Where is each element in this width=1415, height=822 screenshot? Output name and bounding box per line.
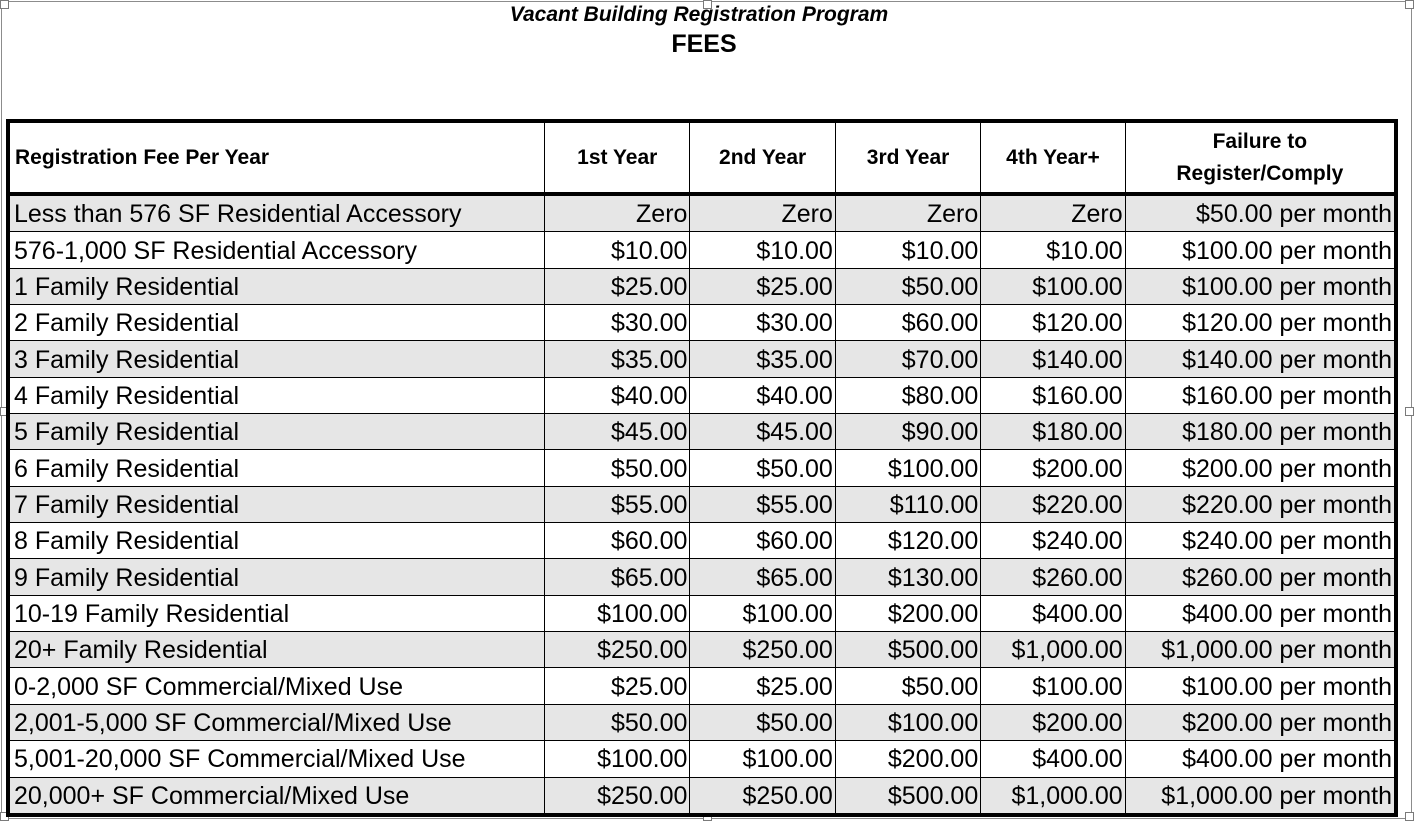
fee-4th-year-plus-cell: $100.00 bbox=[981, 668, 1125, 704]
fee-2nd-year-cell: $10.00 bbox=[690, 232, 835, 268]
fee-1st-year-cell: $35.00 bbox=[545, 341, 690, 377]
failure-fee-cell: $1,000.00 per month bbox=[1125, 777, 1396, 815]
building-type-cell: 7 Family Residential bbox=[8, 486, 545, 522]
failure-fee-cell: $400.00 per month bbox=[1125, 741, 1396, 777]
fee-4th-year-plus-cell: $400.00 bbox=[981, 595, 1125, 631]
failure-fee-cell: $100.00 per month bbox=[1125, 232, 1396, 268]
fee-table bbox=[6, 119, 1398, 817]
fee-4th-year-plus-cell: $1,000.00 bbox=[981, 777, 1125, 815]
resize-handle-middle-right[interactable] bbox=[1405, 407, 1414, 416]
building-type-cell: 10-19 Family Residential bbox=[8, 595, 545, 631]
table-row bbox=[8, 668, 1396, 704]
fee-3rd-year-cell: $50.00 bbox=[835, 668, 980, 704]
building-type-cell: 5 Family Residential bbox=[8, 414, 545, 450]
fee-1st-year-cell: $100.00 bbox=[545, 741, 690, 777]
fee-2nd-year-cell: $25.00 bbox=[690, 668, 835, 704]
fee-3rd-year-cell: $120.00 bbox=[835, 523, 980, 559]
fee-2nd-year-cell: $30.00 bbox=[690, 305, 835, 341]
failure-fee-cell: $220.00 per month bbox=[1125, 486, 1396, 522]
fee-3rd-year-cell: $110.00 bbox=[835, 486, 980, 522]
fee-2nd-year-cell: $250.00 bbox=[690, 777, 835, 815]
fee-4th-year-plus-cell: $160.00 bbox=[981, 377, 1125, 413]
fee-2nd-year-cell: $100.00 bbox=[690, 741, 835, 777]
resize-handle-top-right[interactable] bbox=[1405, 0, 1414, 9]
fee-3rd-year-cell: $90.00 bbox=[835, 414, 980, 450]
failure-fee-cell: $260.00 per month bbox=[1125, 559, 1396, 595]
building-type-cell: 0-2,000 SF Commercial/Mixed Use bbox=[8, 668, 545, 704]
fee-1st-year-cell: $10.00 bbox=[545, 232, 690, 268]
fee-2nd-year-cell: $25.00 bbox=[690, 268, 835, 304]
header-failure-to-register: Failure to Register/Comply bbox=[1125, 121, 1396, 194]
header-3rd-year: 3rd Year bbox=[835, 121, 980, 194]
building-type-cell: 20,000+ SF Commercial/Mixed Use bbox=[8, 777, 545, 815]
failure-fee-cell: $200.00 per month bbox=[1125, 450, 1396, 486]
header-4th-year-plus: 4th Year+ bbox=[981, 121, 1125, 194]
fee-3rd-year-cell: $200.00 bbox=[835, 741, 980, 777]
failure-fee-cell: $160.00 per month bbox=[1125, 377, 1396, 413]
fee-3rd-year-cell: $80.00 bbox=[835, 377, 980, 413]
fee-table-body bbox=[8, 194, 1396, 815]
fee-3rd-year-cell: Zero bbox=[835, 194, 980, 232]
table-row bbox=[8, 194, 1396, 232]
header-row bbox=[8, 121, 1396, 194]
fee-2nd-year-cell: $50.00 bbox=[690, 450, 835, 486]
fee-4th-year-plus-cell: $220.00 bbox=[981, 486, 1125, 522]
document-title: Vacant Building Registration Program bbox=[509, 3, 889, 26]
building-type-cell: 2,001-5,000 SF Commercial/Mixed Use bbox=[8, 704, 545, 740]
fee-1st-year-cell: $25.00 bbox=[545, 268, 690, 304]
building-type-cell: 4 Family Residential bbox=[8, 377, 545, 413]
fee-1st-year-cell: $250.00 bbox=[545, 632, 690, 668]
header-2nd-year: 2nd Year bbox=[690, 121, 835, 194]
building-type-cell: 5,001-20,000 SF Commercial/Mixed Use bbox=[8, 741, 545, 777]
table-row bbox=[8, 777, 1396, 815]
fee-4th-year-plus-cell: $180.00 bbox=[981, 414, 1125, 450]
building-type-cell: 3 Family Residential bbox=[8, 341, 545, 377]
table-row bbox=[8, 232, 1396, 268]
fee-1st-year-cell: $40.00 bbox=[545, 377, 690, 413]
table-row bbox=[8, 305, 1396, 341]
fee-3rd-year-cell: $130.00 bbox=[835, 559, 980, 595]
building-type-cell: 6 Family Residential bbox=[8, 450, 545, 486]
fee-2nd-year-cell: $40.00 bbox=[690, 377, 835, 413]
fee-3rd-year-cell: $500.00 bbox=[835, 777, 980, 815]
header-registration-fee: Registration Fee Per Year bbox=[8, 121, 545, 194]
fee-2nd-year-cell: $60.00 bbox=[690, 523, 835, 559]
fee-3rd-year-cell: $10.00 bbox=[835, 232, 980, 268]
table-row bbox=[8, 341, 1396, 377]
building-type-cell: 2 Family Residential bbox=[8, 305, 545, 341]
building-type-cell: 1 Family Residential bbox=[8, 268, 545, 304]
fee-4th-year-plus-cell: $240.00 bbox=[981, 523, 1125, 559]
failure-fee-cell: $120.00 per month bbox=[1125, 305, 1396, 341]
fee-1st-year-cell: Zero bbox=[545, 194, 690, 232]
fee-2nd-year-cell: $250.00 bbox=[690, 632, 835, 668]
fee-4th-year-plus-cell: $10.00 bbox=[981, 232, 1125, 268]
resize-handle-bottom-right[interactable] bbox=[1405, 812, 1414, 821]
fee-1st-year-cell: $30.00 bbox=[545, 305, 690, 341]
fee-4th-year-plus-cell: $140.00 bbox=[981, 341, 1125, 377]
failure-fee-cell: $140.00 per month bbox=[1125, 341, 1396, 377]
fee-4th-year-plus-cell: $200.00 bbox=[981, 450, 1125, 486]
building-type-cell: 20+ Family Residential bbox=[8, 632, 545, 668]
fee-3rd-year-cell: $100.00 bbox=[835, 704, 980, 740]
building-type-cell: Less than 576 SF Residential Accessory bbox=[8, 194, 545, 232]
fee-2nd-year-cell: $50.00 bbox=[690, 704, 835, 740]
building-type-cell: 9 Family Residential bbox=[8, 559, 545, 595]
table-row bbox=[8, 523, 1396, 559]
table-row bbox=[8, 268, 1396, 304]
fee-4th-year-plus-cell: $400.00 bbox=[981, 741, 1125, 777]
fee-2nd-year-cell: Zero bbox=[690, 194, 835, 232]
table-row bbox=[8, 486, 1396, 522]
fee-1st-year-cell: $50.00 bbox=[545, 450, 690, 486]
building-type-cell: 8 Family Residential bbox=[8, 523, 545, 559]
failure-fee-cell: $50.00 per month bbox=[1125, 194, 1396, 232]
failure-fee-cell: $180.00 per month bbox=[1125, 414, 1396, 450]
table-row bbox=[8, 632, 1396, 668]
fee-1st-year-cell: $60.00 bbox=[545, 523, 690, 559]
table-row bbox=[8, 377, 1396, 413]
failure-fee-cell: $240.00 per month bbox=[1125, 523, 1396, 559]
table-row bbox=[8, 595, 1396, 631]
fee-1st-year-cell: $55.00 bbox=[545, 486, 690, 522]
fee-4th-year-plus-cell: $120.00 bbox=[981, 305, 1125, 341]
fee-2nd-year-cell: $55.00 bbox=[690, 486, 835, 522]
fee-3rd-year-cell: $100.00 bbox=[835, 450, 980, 486]
fee-table-header bbox=[8, 121, 1396, 194]
document-subtitle: FEES bbox=[671, 30, 737, 58]
table-row bbox=[8, 741, 1396, 777]
fee-1st-year-cell: $100.00 bbox=[545, 595, 690, 631]
fee-4th-year-plus-cell: $260.00 bbox=[981, 559, 1125, 595]
table-row bbox=[8, 559, 1396, 595]
header-1st-year: 1st Year bbox=[545, 121, 690, 194]
fee-3rd-year-cell: $60.00 bbox=[835, 305, 980, 341]
failure-fee-cell: $200.00 per month bbox=[1125, 704, 1396, 740]
table-row bbox=[8, 414, 1396, 450]
fee-2nd-year-cell: $45.00 bbox=[690, 414, 835, 450]
fee-4th-year-plus-cell: $100.00 bbox=[981, 268, 1125, 304]
fee-3rd-year-cell: $500.00 bbox=[835, 632, 980, 668]
failure-fee-cell: $400.00 per month bbox=[1125, 595, 1396, 631]
building-type-cell: 576-1,000 SF Residential Accessory bbox=[8, 232, 545, 268]
fee-1st-year-cell: $250.00 bbox=[545, 777, 690, 815]
fee-4th-year-plus-cell: $200.00 bbox=[981, 704, 1125, 740]
failure-fee-cell: $100.00 per month bbox=[1125, 268, 1396, 304]
fee-4th-year-plus-cell: Zero bbox=[981, 194, 1125, 232]
table-row bbox=[8, 450, 1396, 486]
fee-3rd-year-cell: $200.00 bbox=[835, 595, 980, 631]
fee-2nd-year-cell: $65.00 bbox=[690, 559, 835, 595]
fee-3rd-year-cell: $50.00 bbox=[835, 268, 980, 304]
fee-3rd-year-cell: $70.00 bbox=[835, 341, 980, 377]
fee-1st-year-cell: $50.00 bbox=[545, 704, 690, 740]
fee-2nd-year-cell: $100.00 bbox=[690, 595, 835, 631]
table-row bbox=[8, 704, 1396, 740]
failure-fee-cell: $100.00 per month bbox=[1125, 668, 1396, 704]
fee-4th-year-plus-cell: $1,000.00 bbox=[981, 632, 1125, 668]
fee-1st-year-cell: $25.00 bbox=[545, 668, 690, 704]
fee-1st-year-cell: $65.00 bbox=[545, 559, 690, 595]
failure-fee-cell: $1,000.00 per month bbox=[1125, 632, 1396, 668]
fee-2nd-year-cell: $35.00 bbox=[690, 341, 835, 377]
fee-1st-year-cell: $45.00 bbox=[545, 414, 690, 450]
